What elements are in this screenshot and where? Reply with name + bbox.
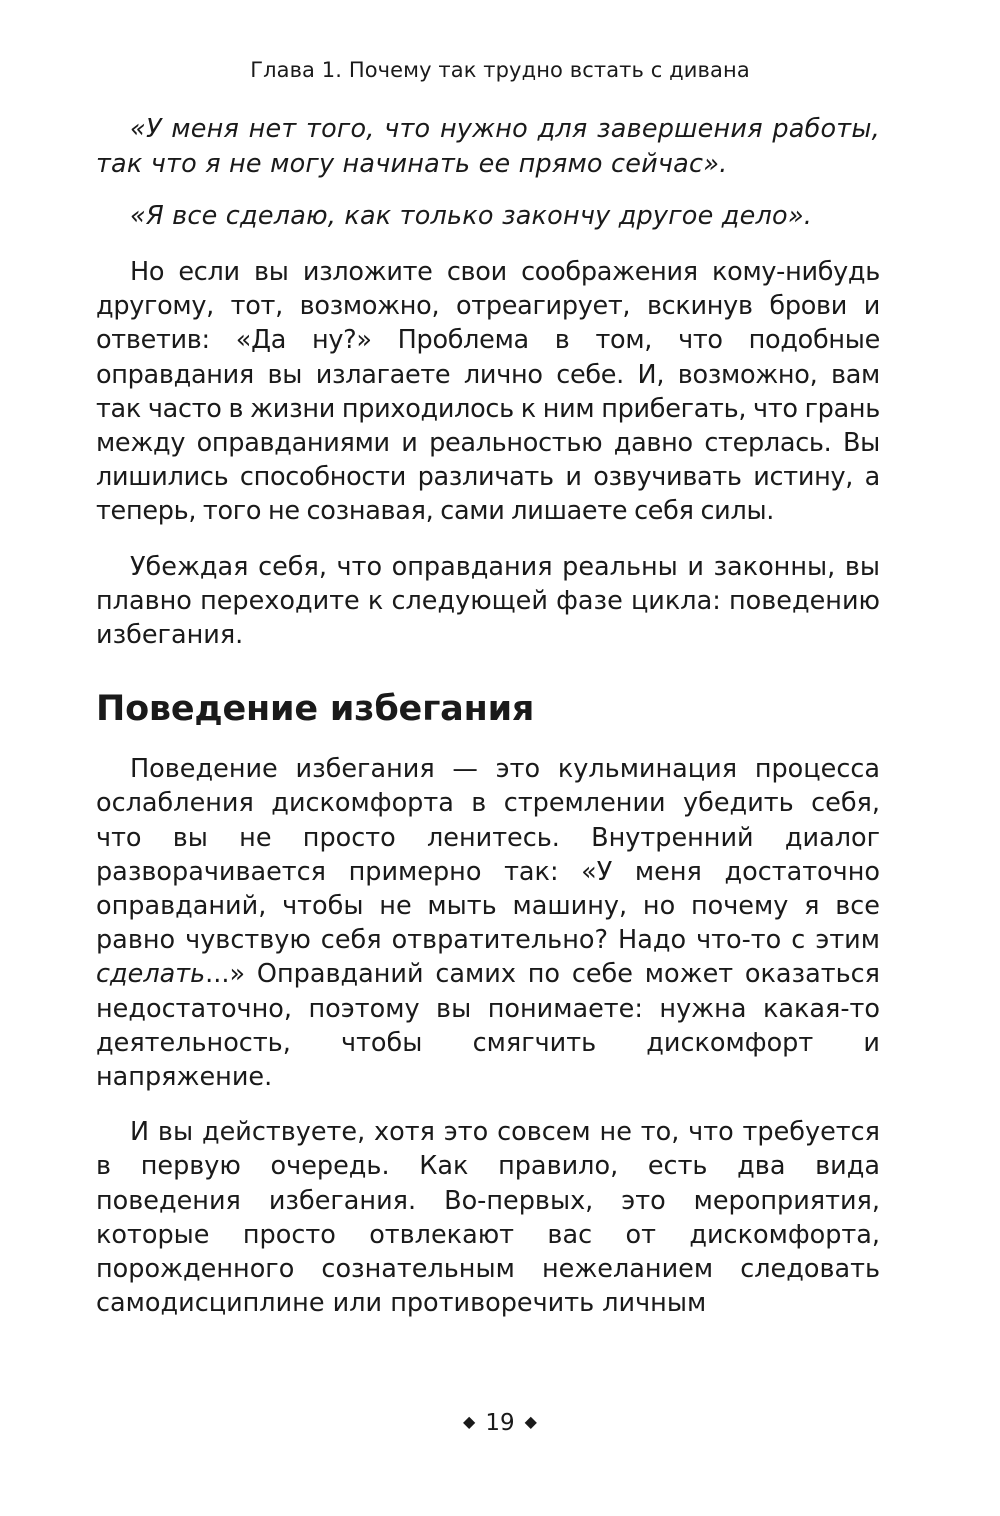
page-footer <box>0 1410 1000 1436</box>
running-head: Глава 1. Почему так трудно встать с дивана <box>250 58 750 82</box>
diamond-ornament-icon: ◆ <box>524 1412 537 1431</box>
paragraph-avoidance-text-1: Поведение избегания — это кульминация процесса ослабления дискомфорта в стремлении убедить себя, что вы не просто ленитесь. Внутренний диалог разворачивается примерно так: «У меня достаточно оправданий, чтобы не мыть машину, но почему я все равно чувствую себя отвратительно? Надо что-то с этим <box>96 754 880 956</box>
paragraph-avoidance-definition <box>96 752 880 1094</box>
body-text <box>96 112 880 1320</box>
paragraph-avoidance-text-2: ...» Оправданий самих по себе может оказаться недостаточно, поэтому вы понимаете: нужна какая-то деятельность, чтобы смягчить дискомфорт и напряжение. <box>96 959 880 1093</box>
diamond-ornament-icon: ◆ <box>463 1412 476 1431</box>
paragraph-excuses: Но если вы изложите свои соображения кому-нибудь другому, тот, возможно, отреагирует, вскинув брови и ответив: «Да ну?» Проблема в том, что подобные оправдания вы излагаете лично себе. И, возможно, вам так часто в жизни приходилось к ним прибегать, что грань между оправданиями и реальностью давно стерлась. Вы лишились способности различать и озвучивать истину, а теперь, того не сознавая, сами лишаете себя силы. <box>96 257 880 527</box>
section-heading: Поведение избегания <box>96 689 535 730</box>
paragraph-transition: Убеждая себя, что оправдания реальны и законны, вы плавно переходите к следующей фазе цикла: поведению избегания. <box>96 551 880 651</box>
emphasis-do: сделать <box>96 959 206 990</box>
quote-2: «Я все сделаю, как только закончу другое дело». <box>130 201 813 231</box>
paragraph-avoidance-types: И вы действуете, хотя это совсем не то, что требуется в первую очередь. Как правило, есть два вида поведения избегания. Во-первых, это мероприятия, которые просто отвлекают вас от дискомфорта, порожденного сознательным нежеланием следовать самодисциплине или противоречить личным <box>96 1117 880 1319</box>
page-number: 19 <box>485 1410 515 1436</box>
quote-1: «У меня нет того, что нужно для завершения работы, так что я не могу начинать ее прямо сейчас». <box>96 114 880 179</box>
